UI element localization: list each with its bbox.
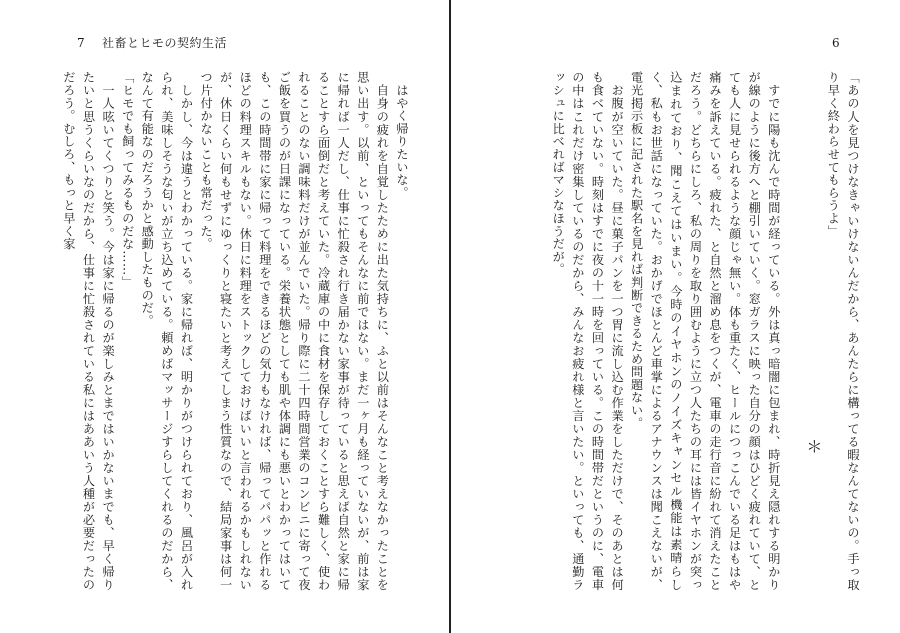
section-break: ＊	[803, 437, 823, 455]
running-title: 社畜とヒモの契約生活	[102, 36, 228, 50]
right-page	[451, 0, 900, 633]
right-page-body	[490, 71, 862, 591]
paragraph: 一人呟いてくつりと笑う。今は家に帰るのが楽しみとまではいかないまでも、早く帰りたいと思うくらいなのだから、仕事に忙殺されている私にはああいう人種が必要だったのだろう。むしろ、もっと早く家	[61, 71, 116, 591]
paragraph: 「あの人を見つけなきゃいけないんだから、あんたらに構ってる暇なんてないの。手っ取り早く終わらせてもらうよ」	[826, 71, 860, 591]
page-number-right: 6	[832, 36, 840, 50]
page-number-left: 7	[77, 36, 85, 50]
left-page-body	[39, 71, 411, 591]
paragraph: 自身の疲れを自覚したために出た気持ちに、ふと以前はそんなこと考えなかったことを思い出す。以前、といってもそんなに前ではない。まだ一ヶ月も経っていないが、前は家に帰れば一人だし、仕事に忙殺され行き届かない家事が待っていると思えば自然と家に帰ることすら面倒だと考えていた。冷蔵庫の中に食材を保存しておくことすら難しく、使われることのない調味料だけが並んでいた。帰り際に二十四時間営業のコンビニに寄って夜ご飯を買うのが日課になっている。栄養状態としても肌や体調にも悪いとわかってはいても、この時間帯に家に帰って料理をできるほどの気力もなければ、帰ってパパッと作れるほどの料理スキルもない。休日に料理をストックしておけばいいと言われるかもしれないが、休日くらい何もせずにゆっくりと寝たいと考えてしまう性質なので、結局家事は何一つ片付かないことも常だった。	[199, 71, 390, 591]
paragraph: お腹が空いていた。昼に菓子パンを一つ胃に流し込む作業をしただけで、そのあとは何も食べていない。時刻はすでに夜の十一時を回っている。この時間帯だというのに、電車の中はこれだけ密集しているのだから、みんなお疲れ様と言いたい。といっても、通勤ラッシュに比べればマシなほうだが。	[551, 71, 625, 591]
paragraph: 「ヒモでも飼ってみるものだな……」	[120, 71, 135, 289]
left-page	[0, 0, 449, 633]
paragraph: すでに陽も沈んで時間が経っている。外は真っ暗闇に包まれ、時折見え隠れする明かりが線のように後方へと棚引いていく。窓ガラスに映った自分の顔はひどく疲れていて、とても人に見せられるような顔じゃ無い。体も重たく、ヒールにつっこんでいる足はもはや痛みを訴えている。疲れた、と自然と溜め息をつくが、電車の走行音に紛れて消えたことだろう。どちらにしろ、私の周りを取り囲むように立つ人たちの耳には皆イヤホンが突っ込まれており、聞こえてはいまい。今時のイヤホンのノイズキャンセル機能は素晴らしく、私もお世話になっていた。おかげでほとんど車掌によるアナウンスは聞こえないが、電光掲示板に記された駅名を見れば判断できるため問題ない。	[629, 71, 781, 591]
paragraph: しかし、今は違うとわかっている。家に帰れば、明かりがつけられており、風呂が入れられ、美味しそうな匂いが立ち込めている。頼めばマッサージすらしてくれるのだから、なんて有能なのだろうかと感動したものだ。	[140, 71, 194, 591]
paragraph: はやく帰りたいな。	[395, 71, 409, 199]
